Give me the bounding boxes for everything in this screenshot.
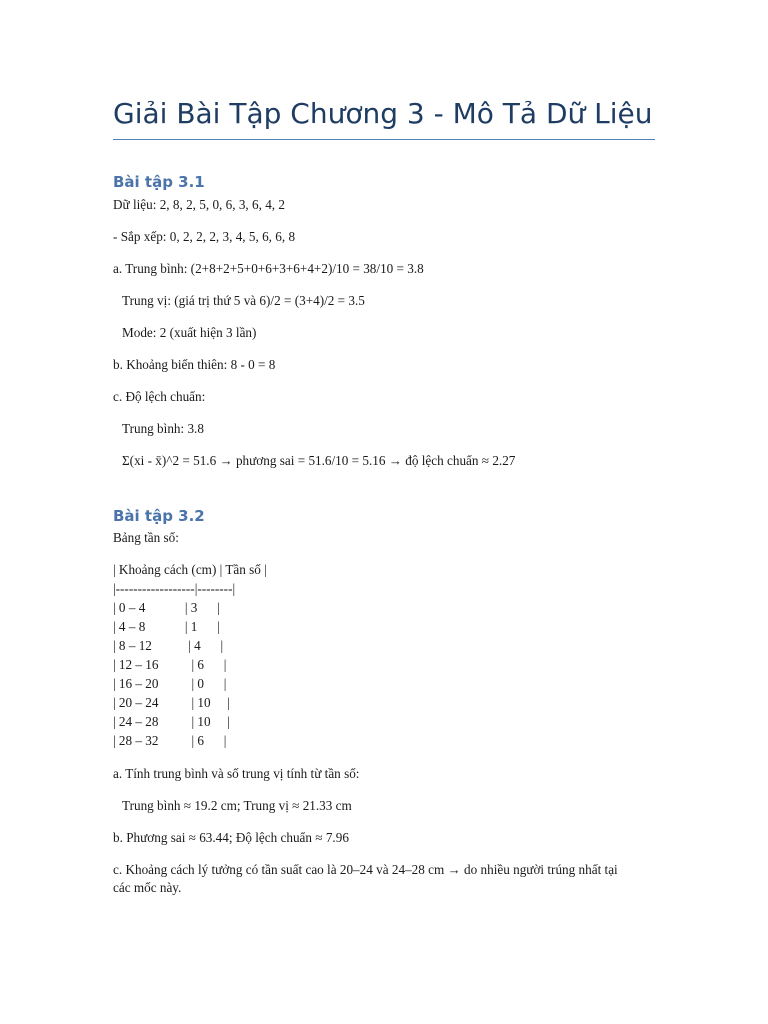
ex31-std-calc-line: Σ(xi - x̄)^2 = 51.6 → phương sai = 51.6/10 = 5.16 → độ lệch chuẩn ≈ 2.27 xyxy=(122,453,516,468)
frequency-table-line: |------------------|--------| xyxy=(113,581,236,596)
frequency-table-line: | 0 – 4 | 3 | xyxy=(113,600,220,615)
ex31-std-label: c. Độ lệch chuẩn: xyxy=(113,389,206,404)
ex32-table-label: Bảng tần số: xyxy=(113,530,179,545)
frequency-table-line: | 4 – 8 | 1 | xyxy=(113,619,220,634)
ex31-std-mean-line: Trung bình: 3.8 xyxy=(122,421,204,436)
frequency-table-line: | 28 – 32 | 6 | xyxy=(113,733,227,748)
ex31-sorted-line: - Sắp xếp: 0, 2, 2, 2, 3, 4, 5, 6, 6, 8 xyxy=(113,229,296,244)
exercise-3-1-heading: Bài tập 3.1 xyxy=(113,173,205,191)
frequency-table-line: | 24 – 28 | 10 | xyxy=(113,714,230,729)
ex31-median-line: Trung vị: (giá trị thứ 5 và 6)/2 = (3+4)/2 = 3.5 xyxy=(122,293,365,308)
ex31-data-line: Dữ liệu: 2, 8, 2, 5, 0, 6, 3, 6, 4, 2 xyxy=(113,197,285,212)
title-underline xyxy=(113,139,655,140)
ex31-mode-line: Mode: 2 (xuất hiện 3 lần) xyxy=(122,325,257,340)
frequency-table-line: | 16 – 20 | 0 | xyxy=(113,676,227,691)
ex31-range-line: b. Khoảng biến thiên: 8 - 0 = 8 xyxy=(113,357,276,372)
frequency-table-line: | 20 – 24 | 10 | xyxy=(113,695,230,710)
frequency-table-line: | Khoảng cách (cm) | Tần số | xyxy=(113,562,267,577)
exercise-3-2-heading: Bài tập 3.2 xyxy=(113,507,205,525)
ex32-part-a-line: a. Tính trung bình và số trung vị tính từ tần số: xyxy=(113,766,360,781)
ex32-part-b-line: b. Phương sai ≈ 63.44; Độ lệch chuẩn ≈ 7.96 xyxy=(113,830,349,845)
frequency-table-line: | 12 – 16 | 6 | xyxy=(113,657,227,672)
document-title: Giải Bài Tập Chương 3 - Mô Tả Dữ Liệu xyxy=(113,97,653,130)
frequency-table-line: | 8 – 12 | 4 | xyxy=(113,638,224,653)
ex32-part-c-line: c. Khoảng cách lý tưởng có tần suất cao là 20–24 và 24–28 cm → do nhiều người trúng nhất tại các mốc này. xyxy=(113,862,618,895)
ex32-part-a-result: Trung bình ≈ 19.2 cm; Trung vị ≈ 21.33 cm xyxy=(122,798,352,813)
ex31-mean-line: a. Trung bình: (2+8+2+5+0+6+3+6+4+2)/10 = 38/10 = 3.8 xyxy=(113,261,424,276)
